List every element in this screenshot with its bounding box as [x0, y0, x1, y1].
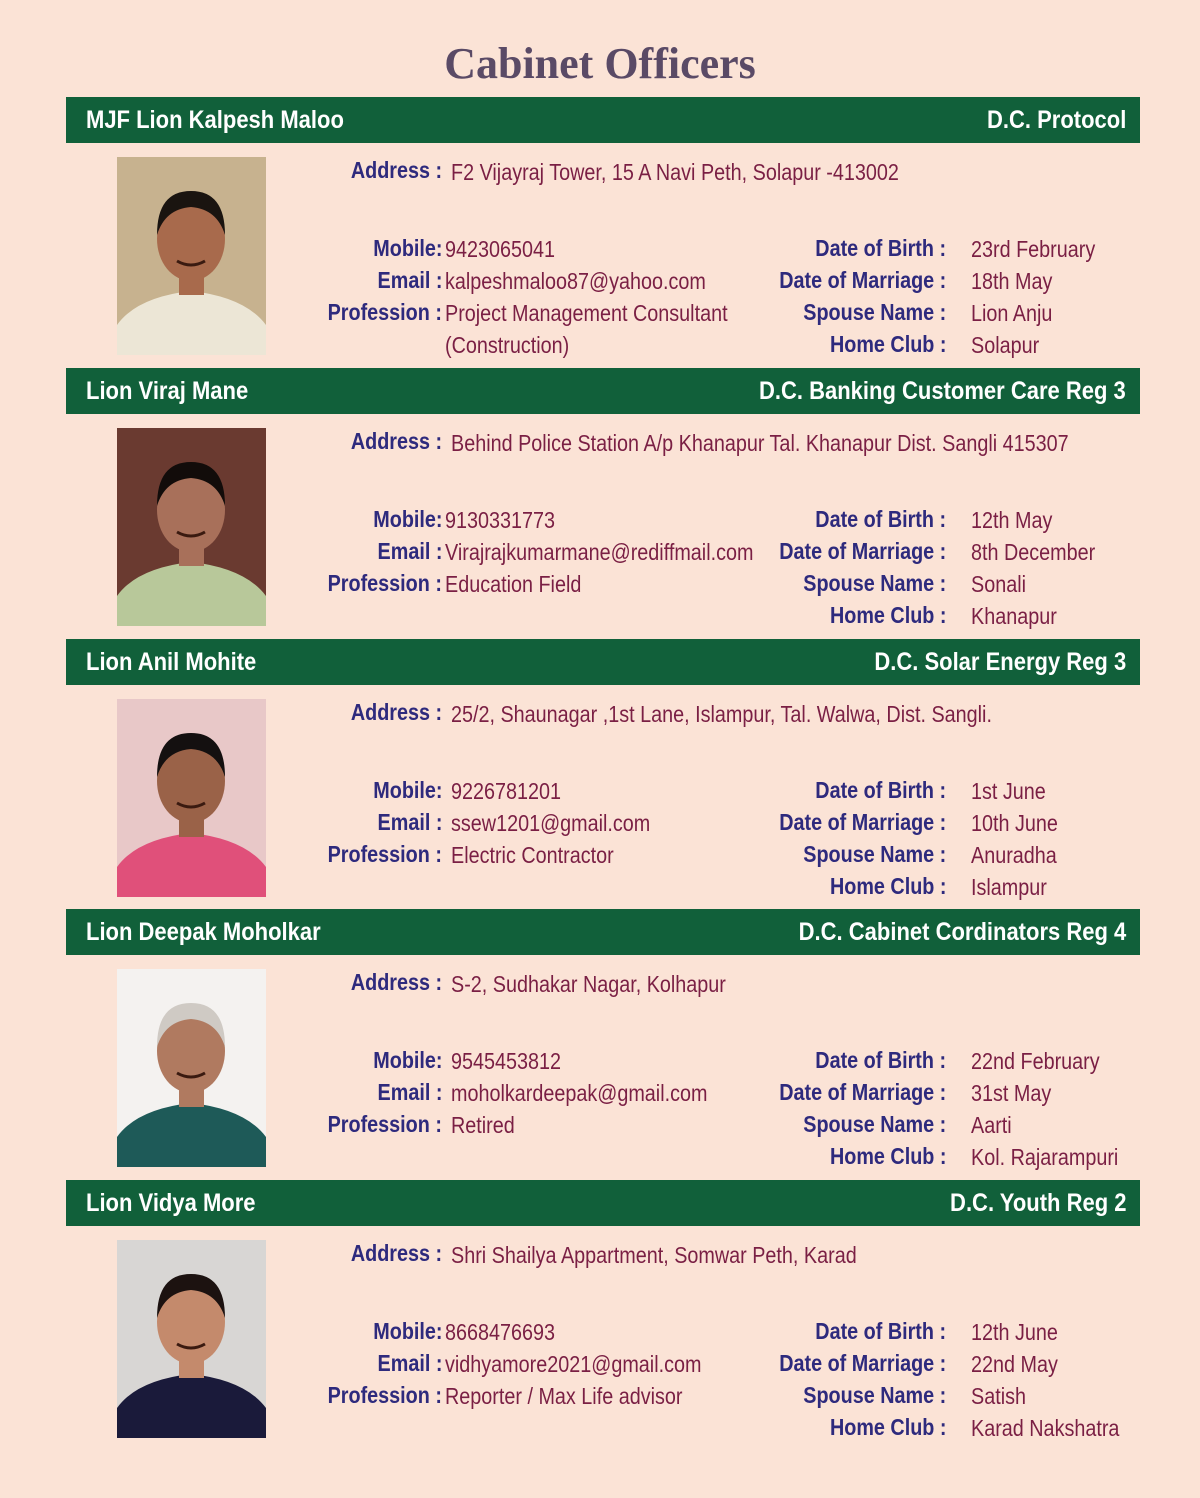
home-club-label: Home Club :	[829, 602, 946, 628]
officer-designation: D.C. Banking Customer Care Reg 3	[759, 376, 1126, 405]
officer-designation: D.C. Cabinet Cordinators Reg 4	[798, 917, 1126, 946]
spouse-value: Sonali	[971, 571, 1026, 597]
mobile-value: 9226781201	[451, 778, 562, 804]
officer-designation: D.C. Solar Energy Reg 3	[874, 647, 1126, 676]
mobile-label: Mobile:	[372, 777, 442, 803]
portrait-illustration	[117, 428, 266, 626]
home-club-value: Karad Nakshatra	[971, 1415, 1120, 1441]
dob-value: 12th June	[971, 1319, 1058, 1345]
dob-value: 12th May	[971, 507, 1053, 533]
dom-value: 10th June	[971, 810, 1058, 836]
dob-value: 23rd February	[971, 236, 1096, 262]
mobile-value: 8668476693	[445, 1319, 556, 1345]
home-club-label: Home Club :	[829, 331, 946, 357]
profession-label: Profession :	[327, 299, 442, 325]
officer-designation: D.C. Protocol	[986, 105, 1126, 134]
address-label: Address :	[350, 699, 442, 725]
mobile-label: Mobile:	[372, 1047, 442, 1073]
officer-photo	[117, 1240, 266, 1438]
officer-designation: D.C. Youth Reg 2	[949, 1188, 1126, 1217]
email-label: Email :	[377, 538, 442, 564]
home-club-label: Home Club :	[829, 1143, 946, 1169]
portrait-illustration	[117, 699, 266, 897]
mobile-label: Mobile:	[372, 235, 442, 261]
email-label: Email :	[377, 1350, 442, 1376]
profession-value: Reporter / Max Life advisor	[445, 1383, 683, 1409]
profession-label: Profession :	[327, 1111, 442, 1137]
spouse-value: Anuradha	[971, 842, 1057, 868]
officer-photo	[117, 157, 266, 355]
profession-label: Profession :	[327, 841, 442, 867]
officer-photo	[117, 969, 266, 1167]
address-value: Shri Shailya Appartment, Somwar Peth, Karad	[451, 1242, 857, 1268]
officer-name: Lion Anil Mohite	[86, 647, 257, 676]
dob-label: Date of Birth :	[815, 1318, 946, 1344]
officer-header-bar	[66, 909, 1140, 955]
dom-label: Date of Marriage :	[778, 267, 946, 293]
address-value: S-2, Sudhakar Nagar, Kolhapur	[451, 971, 726, 997]
portrait-illustration	[117, 969, 266, 1167]
email-label: Email :	[377, 809, 442, 835]
spouse-label: Spouse Name :	[803, 841, 946, 867]
officer-name: Lion Vidya More	[86, 1188, 256, 1217]
address-value: F2 Vijayraj Tower, 15 A Navi Peth, Solapur -413002	[451, 159, 899, 185]
home-club-label: Home Club :	[829, 1414, 946, 1440]
dom-value: 18th May	[971, 268, 1053, 294]
dom-value: 31st May	[971, 1080, 1052, 1106]
officer-card	[66, 368, 1140, 638]
mobile-label: Mobile:	[372, 506, 442, 532]
spouse-value: Lion Anju	[971, 300, 1053, 326]
address-label: Address :	[350, 157, 442, 183]
officer-header-bar	[66, 97, 1140, 143]
officer-card	[66, 909, 1140, 1179]
dom-value: 22nd May	[971, 1351, 1058, 1377]
officer-header-bar	[66, 639, 1140, 685]
dob-label: Date of Birth :	[815, 777, 946, 803]
home-club-value: Khanapur	[971, 603, 1057, 629]
portrait-illustration	[117, 157, 266, 355]
profession-value-line2: (Construction)	[445, 332, 570, 358]
officer-header-bar	[66, 368, 1140, 414]
home-club-label: Home Club :	[829, 873, 946, 899]
address-label: Address :	[350, 1240, 442, 1266]
home-club-value: Kol. Rajarampuri	[971, 1144, 1119, 1170]
email-value: ssew1201@gmail.com	[451, 810, 651, 836]
mobile-value: 9423065041	[445, 236, 556, 262]
email-value: kalpeshmaloo87@yahoo.com	[445, 268, 706, 294]
officer-name: Lion Viraj Mane	[86, 376, 249, 405]
dob-value: 1st June	[971, 778, 1046, 804]
address-value: Behind Police Station A/p Khanapur Tal. Khanapur Dist. Sangli 415307	[451, 430, 1069, 456]
officer-card	[66, 1180, 1140, 1450]
mobile-value: 9545453812	[451, 1048, 562, 1074]
officer-photo	[117, 699, 266, 897]
officer-name: MJF Lion Kalpesh Maloo	[86, 105, 344, 134]
dom-value: 8th December	[971, 539, 1096, 565]
dob-label: Date of Birth :	[815, 235, 946, 261]
profession-value: Electric Contractor	[451, 842, 614, 868]
dob-value: 22nd February	[971, 1048, 1100, 1074]
portrait-illustration	[117, 1240, 266, 1438]
email-label: Email :	[377, 1079, 442, 1105]
spouse-value: Aarti	[971, 1112, 1012, 1138]
profession-value: Project Management Consultant	[445, 300, 728, 326]
profession-value: Education Field	[445, 571, 582, 597]
officer-name: Lion Deepak Moholkar	[86, 917, 321, 946]
mobile-label: Mobile:	[372, 1318, 442, 1344]
mobile-value: 9130331773	[445, 507, 556, 533]
dob-label: Date of Birth :	[815, 506, 946, 532]
address-value: 25/2, Shaunagar ,1st Lane, Islampur, Tal. Walwa, Dist. Sangli.	[451, 701, 992, 727]
dom-label: Date of Marriage :	[778, 1079, 946, 1105]
spouse-label: Spouse Name :	[803, 570, 946, 596]
dob-label: Date of Birth :	[815, 1047, 946, 1073]
officer-card	[66, 639, 1140, 909]
spouse-label: Spouse Name :	[803, 1111, 946, 1137]
home-club-value: Solapur	[971, 332, 1040, 358]
officer-photo	[117, 428, 266, 626]
address-label: Address :	[350, 428, 442, 454]
spouse-label: Spouse Name :	[803, 299, 946, 325]
email-value: vidhyamore2021@gmail.com	[445, 1351, 702, 1377]
home-club-value: Islampur	[971, 874, 1047, 900]
email-value: Virajrajkumarmane@rediffmail.com	[445, 539, 754, 565]
spouse-value: Satish	[971, 1383, 1026, 1409]
address-label: Address :	[350, 969, 442, 995]
profession-label: Profession :	[327, 570, 442, 596]
officer-card	[66, 97, 1140, 367]
dom-label: Date of Marriage :	[778, 538, 946, 564]
officer-header-bar	[66, 1180, 1140, 1226]
profession-value: Retired	[451, 1112, 515, 1138]
email-label: Email :	[377, 267, 442, 293]
spouse-label: Spouse Name :	[803, 1382, 946, 1408]
dom-label: Date of Marriage :	[778, 809, 946, 835]
page-title: Cabinet Officers	[444, 39, 756, 88]
dom-label: Date of Marriage :	[778, 1350, 946, 1376]
email-value: moholkardeepak@gmail.com	[451, 1080, 708, 1106]
profession-label: Profession :	[327, 1382, 442, 1408]
